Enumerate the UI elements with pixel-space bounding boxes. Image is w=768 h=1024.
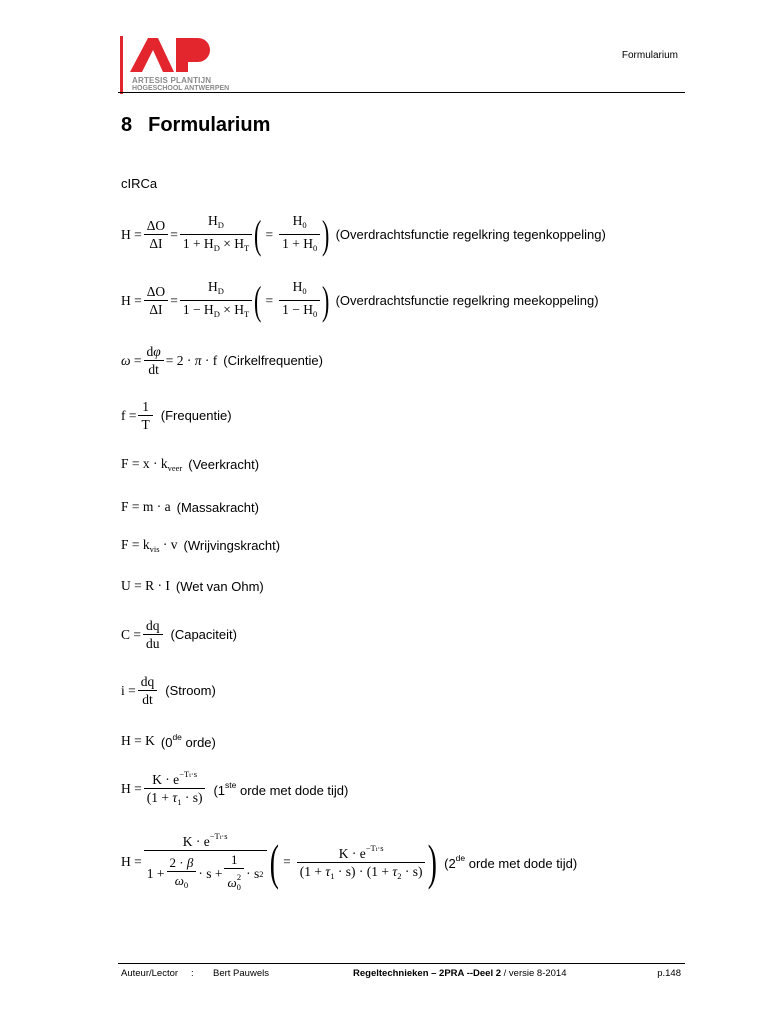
header-rule [118,92,685,93]
header-section: Formularium [621,50,678,61]
logo-line2: HOGESCHOOL ANTWERPEN [132,85,230,92]
desc-f11: (0de orde) [160,732,216,750]
footer [121,968,681,982]
logo [118,36,278,96]
chapter-heading [121,114,270,137]
desc-f7: (Wrijvingskracht) [183,538,281,553]
chapter-number: 8 [121,114,133,136]
formula-feedback-positive: H = $\frac{\Delta O}{\Delta I}$ = $\frac{H_D}{1 - H_D \times H_T}$ ( = $\frac{H_0}{1 - H_0}$ ) (Overdrachtsfunctie regelkring meekoppeling) [121,277,599,323]
footer-sep: : [191,968,194,979]
footer-course: Regeltechnieken – 2PRA --Deel 2 [353,968,502,979]
footer-version: / versie 8-2014 [501,968,567,979]
formula-capacitance: C = $\frac{dq}{du}$ (Capaciteit) [121,618,237,651]
desc-f3: (Cirkelfrequentie) [223,353,323,368]
footer-author: Bert Pauwels [213,968,269,979]
formula-friction-force: $F = k_{vis} \cdot v$ (Wrijvingskracht) [121,537,281,554]
logo-line1: ARTESIS PLANTIJN [132,76,212,85]
intro-text: cIRCa [121,176,158,191]
desc-f6: (Massakracht) [176,499,259,515]
formula-angular-frequency: ω = $\frac{d\varphi}{dt}$ = 2 · π · f (Cirkelfrequentie) [121,344,323,377]
formula-second-order-deadtime: H = $K \cdot e^{-Tt\cdot s}$ 1 + $\frac{2 \cdot \beta}{\omega_0}$ · s + $\frac{1}{\omega_0^2}$ · s 2 ( = $\frac{K \cdot e^{-Tt\cdot s}}{(1 + \tau_1 \cdot s) \cdot (1 + \tau_2 \cdot s)}$ ) (2de orde met dode tijd) [121,828,577,896]
formula-spring-force: $F = x \cdot k_{veer}$ (Veerkracht) [121,456,260,473]
desc-f1: (Overdrachtsfunctie regelkring tegenkoppeling) [335,227,606,242]
formula-ohm: U = R · I (Wet van Ohm) [121,578,264,594]
desc-f9: (Capaciteit) [170,627,237,642]
desc-f10: (Stroom) [165,683,216,698]
formula-mass-force: F = m · a (Massakracht) [121,499,259,515]
footer-course-info [353,968,567,979]
desc-f4: (Frequentie) [160,408,232,423]
formula-current: i = $\frac{dq}{dt}$ (Stroom) [121,674,216,707]
footer-label: Auteur/Lector [121,968,179,979]
formula-first-order-deadtime: H = $\frac{K \cdot e^{-Tt\cdot s}}{(1 + \tau_1 \cdot s)}$ (1ste orde met dode tijd) [121,766,348,811]
desc-f12: (1ste orde met dode tijd) [213,779,349,798]
chapter-title: Formularium [148,114,271,136]
page-number: p.148 [657,968,681,979]
formula-feedback-negative: H = $\frac{\Delta O}{\Delta I}$ = $\frac{H_D}{1 + H_D \times H_T}$ ( = $\frac{H_0}{1 + H_0}$ ) (Overdrachtsfunctie regelkring tegenkoppeling) [121,211,606,257]
footer-rule [118,963,685,964]
desc-f8: (Wet van Ohm) [175,578,264,594]
desc-f2: (Overdrachtsfunctie regelkring meekoppeling) [335,293,599,308]
formula-frequency: f = $\frac{1}{T}$ (Frequentie) [121,399,232,432]
formula-zero-order: H = K (0de orde) [121,732,216,750]
desc-f13: (2de orde met dode tijd) [444,853,578,871]
desc-f5: (Veerkracht) [188,457,260,472]
